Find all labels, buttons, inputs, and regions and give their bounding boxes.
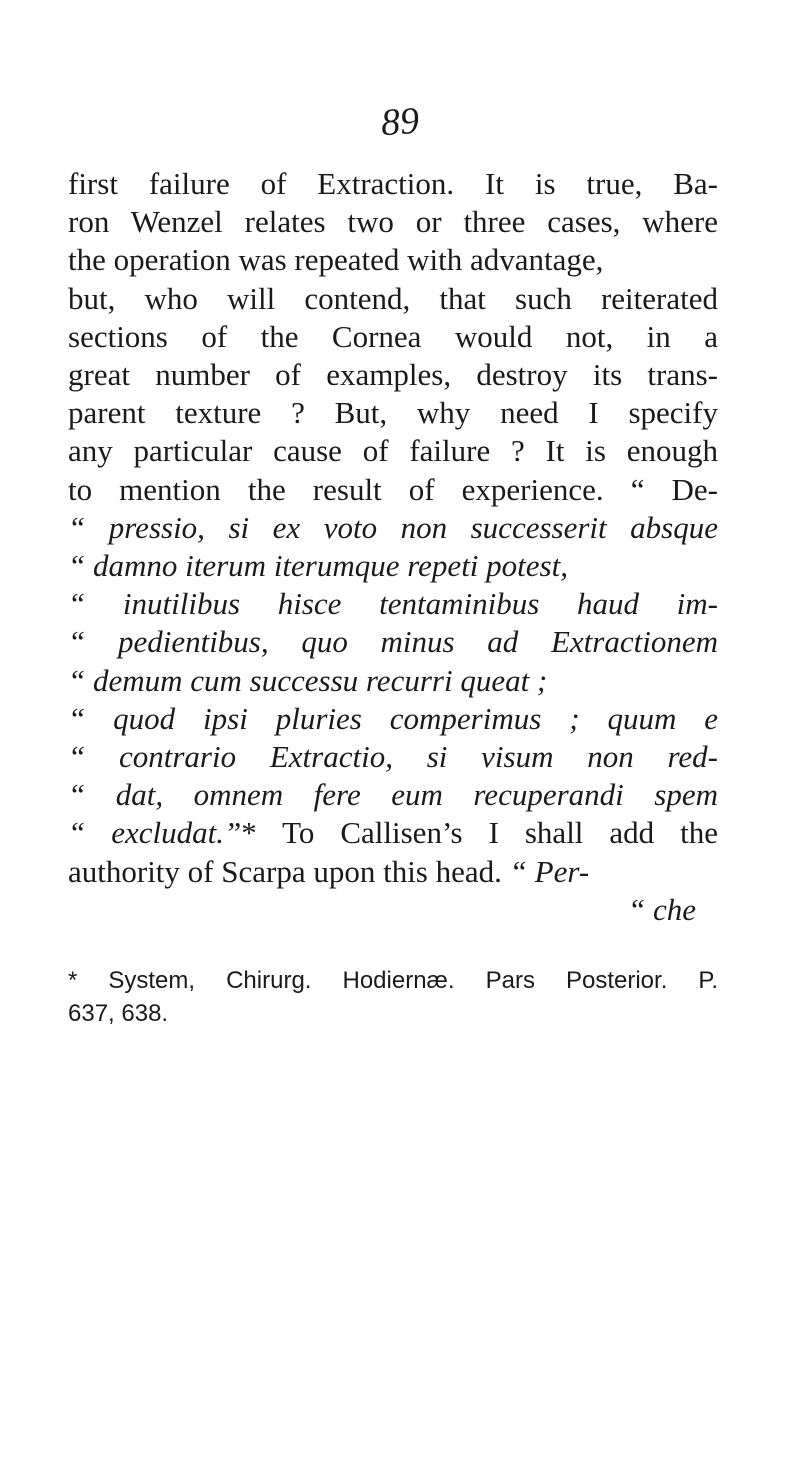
body-line-6: great number of examples, destroy its trans- xyxy=(68,357,718,392)
body-line-2: ron Wenzel relates two or three cases, where xyxy=(68,204,718,239)
body-line-18 xyxy=(68,811,718,855)
body-line-3: the operation was repeated with advantage, xyxy=(68,242,604,277)
scarpa-text: authority of Scarpa upon this head. xyxy=(68,854,510,889)
body-line-10: “ pressio, si ex voto non successerit absque xyxy=(68,510,718,545)
body-line-13: “ pedientibus, quo minus ad Extractionem xyxy=(68,624,718,659)
callisen-text: * To Callisen’s I shall add the xyxy=(241,815,718,850)
quote-excludat: “ excludat.” xyxy=(68,815,242,850)
body-line-14: “ demum cum successu recurri queat ; xyxy=(68,663,548,698)
page-number: 89 xyxy=(379,99,421,145)
quote-per: “ Per- xyxy=(509,854,590,889)
body-line-5: sections of the Cornea would not, in a xyxy=(68,319,718,354)
catchword: “ che xyxy=(627,892,696,927)
body-line-15: “ quod ipsi pluries comperimus ; quum e xyxy=(68,701,718,736)
body-line-1: first failure of Extraction. It is true, Ba- xyxy=(68,166,718,201)
body-line-7: parent texture ? But, why need I specify xyxy=(68,395,718,430)
body-line-4: but, who will contend, that such reiterated xyxy=(68,281,718,316)
footnote-line-2: 637, 638. xyxy=(68,1000,169,1027)
body-line-17: “ dat, omnem fere eum recuperandi spem xyxy=(68,777,718,812)
body-line-16: “ contrario Extractio, si visum non red- xyxy=(68,739,718,774)
body-line-12: “ inutilibus hisce tentaminibus haud im- xyxy=(68,586,718,621)
body-line-8: any particular cause of failure ? It is enough xyxy=(68,433,718,468)
body-line-11: “ damno iterum iterumque repeti potest, xyxy=(68,548,568,583)
body-line-9: to mention the result of experience. “ De- xyxy=(68,472,718,507)
footnote-line-1: * System, Chirurg. Hodiernæ. Pars Posterior. P. xyxy=(68,967,718,994)
